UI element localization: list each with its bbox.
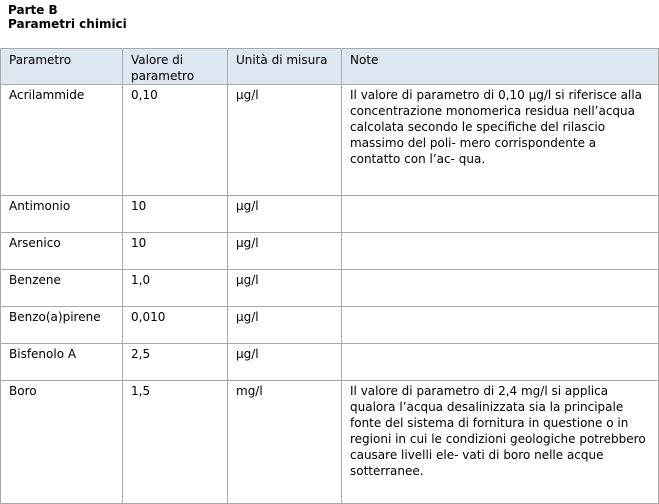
cell-unit: µg/l [228, 233, 342, 270]
header-valore: Valore di parametro [123, 49, 228, 85]
cell-param: Acrilammide [1, 85, 123, 196]
cell-note [342, 233, 659, 270]
cell-param: Antimonio [1, 196, 123, 233]
cell-value: 0,10 [123, 85, 228, 196]
cell-param: Benzo(a)pirene [1, 307, 123, 344]
table-row [1, 381, 659, 504]
cell-unit: µg/l [228, 344, 342, 381]
cell-note [342, 270, 659, 307]
cell-unit: mg/l [228, 381, 342, 504]
section-title: Parametri chimici [8, 17, 127, 31]
chemical-parameters-table [0, 48, 659, 504]
table-row [1, 233, 659, 270]
cell-value: 10 [123, 196, 228, 233]
table-row [1, 270, 659, 307]
cell-value: 1,5 [123, 381, 228, 504]
header-parametro: Parametro [1, 49, 123, 85]
cell-value: 10 [123, 233, 228, 270]
table-row [1, 196, 659, 233]
cell-param: Bisfenolo A [1, 344, 123, 381]
table-row [1, 344, 659, 381]
table-row [1, 307, 659, 344]
cell-param: Boro [1, 381, 123, 504]
cell-note [342, 196, 659, 233]
cell-unit: µg/l [228, 196, 342, 233]
cell-param: Arsenico [1, 233, 123, 270]
cell-param: Benzene [1, 270, 123, 307]
table-header-row [1, 49, 659, 85]
cell-unit: µg/l [228, 270, 342, 307]
cell-note [342, 344, 659, 381]
header-note: Note [342, 49, 659, 85]
section-heading [8, 3, 127, 31]
header-unita: Unità di misura [228, 49, 342, 85]
cell-note: Il valore di parametro di 0,10 µg/l si riferisce alla concentrazione monomerica residua nell’acqua calcolata secondo le specifiche del rilascio massimo del poli- mero corrispondente a contatto con l’ac- qua. [342, 85, 659, 196]
cell-unit: µg/l [228, 307, 342, 344]
cell-value: 1,0 [123, 270, 228, 307]
table-row [1, 85, 659, 196]
cell-value: 0,010 [123, 307, 228, 344]
part-label: Parte B [8, 3, 58, 17]
cell-unit: µg/l [228, 85, 342, 196]
cell-note [342, 307, 659, 344]
cell-note: Il valore di parametro di 2,4 mg/l si applica qualora l’acqua desalinizzata sia la principale fonte del sistema di fornitura in questione o in regioni in cui le condizioni geologiche potrebbero causare livelli ele- vati di boro nelle acque sotterranee. [342, 381, 659, 504]
cell-value: 2,5 [123, 344, 228, 381]
